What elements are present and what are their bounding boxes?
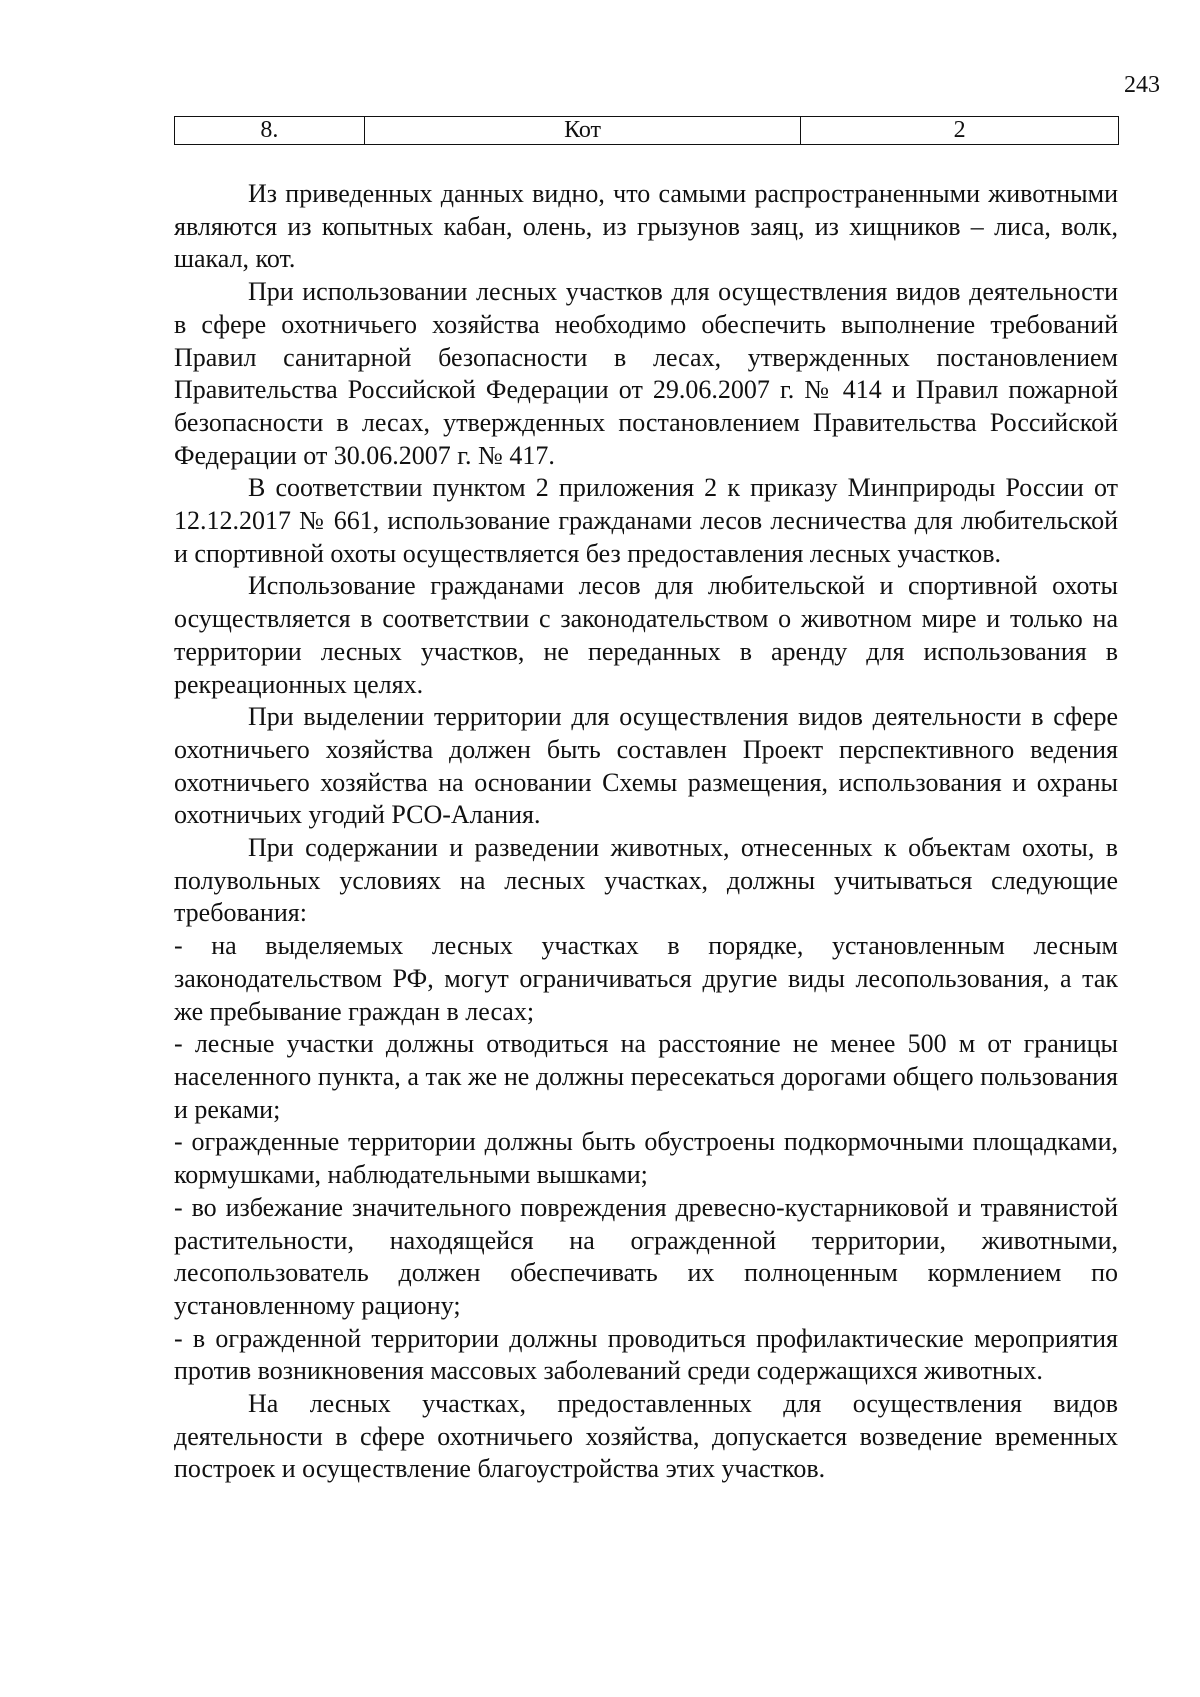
table-row	[175, 117, 1119, 145]
table-cell-number: 8.	[175, 117, 365, 145]
table-cell-animal: Кот	[364, 117, 801, 145]
paragraph: Из приведенных данных видно, что самыми распространенными животными являются из копытных кабан, олень, из грызунов заяц, из хищников – лиса, волк, шакал, кот.	[174, 179, 1118, 274]
list-item: - огражденные территории должны быть обустроены подкормочными площадками, кормушками, наблюдательными вышками;	[174, 1127, 1118, 1190]
list-item: - лесные участки должны отводиться на расстояние не менее 500 м от границы населенного пункта, а так же не должны пересекаться дорогами общего пользования и реками;	[174, 1029, 1118, 1124]
list-item: - в огражденной территории должны проводиться профилактические мероприятия против возникновения массовых заболеваний среди содержащихся животных.	[174, 1323, 1118, 1386]
paragraph: На лесных участках, предоставленных для осуществления видов деятельности в сфере охотничьего хозяйства, допускается возведение временных построек и осуществление благоустройства этих участков.	[174, 1389, 1118, 1484]
paragraph: Использование гражданами лесов для любительской и спортивной охоты осуществляется в соответствии с законодательством о животном мире и только на территории лесных участков, не переданных в аренду для использования в рекреационных целях.	[174, 571, 1118, 699]
paragraph: При использовании лесных участков для осуществления видов деятельности в сфере охотничьего хозяйства необходимо обеспечить выполнение требований Правил санитарной безопасности в лесах, утвержденных постановлением Правительства Российской Федерации от 29.06.2007 г. № 414 и Правил пожарной безопасности в лесах, утвержденных постановлением Правительства Российской Федерации от 30.06.2007 г. № 417.	[174, 277, 1118, 470]
table-cell-count: 2	[801, 117, 1119, 145]
list-item: - во избежание значительного повреждения древесно-кустарниковой и травянистой растительности, находящейся на огражденной территории, животными, лесопользователь должен обеспечивать их полноценным кормлением по установленному рациону;	[174, 1192, 1118, 1320]
paragraph: При выделении территории для осуществления видов деятельности в сфере охотничьего хозяйства должен быть составлен Проект перспективного ведения охотничьего хозяйства на основании Схемы размещения, использования и охраны охотничьих угодий РСО-Алания.	[174, 702, 1118, 830]
page-number: 243	[1124, 72, 1160, 98]
paragraph: В соответствии пунктом 2 приложения 2 к приказу Минприроды России от 12.12.2017 № 661, использование гражданами лесов лесничества для любительской и спортивной охоты осуществляется без предоставления лесных участков.	[174, 473, 1118, 568]
list-item: - на выделяемых лесных участках в порядке, установленным лесным законодательством РФ, могут ограничиваться другие виды лесопользования, а так же пребывание граждан в лесах;	[174, 931, 1118, 1026]
document-body	[174, 178, 1118, 1486]
paragraph: При содержании и разведении животных, отнесенных к объектам охоты, в полувольных условиях на лесных участках, должны учитываться следующие требования:	[174, 833, 1118, 928]
animals-table	[174, 116, 1119, 145]
